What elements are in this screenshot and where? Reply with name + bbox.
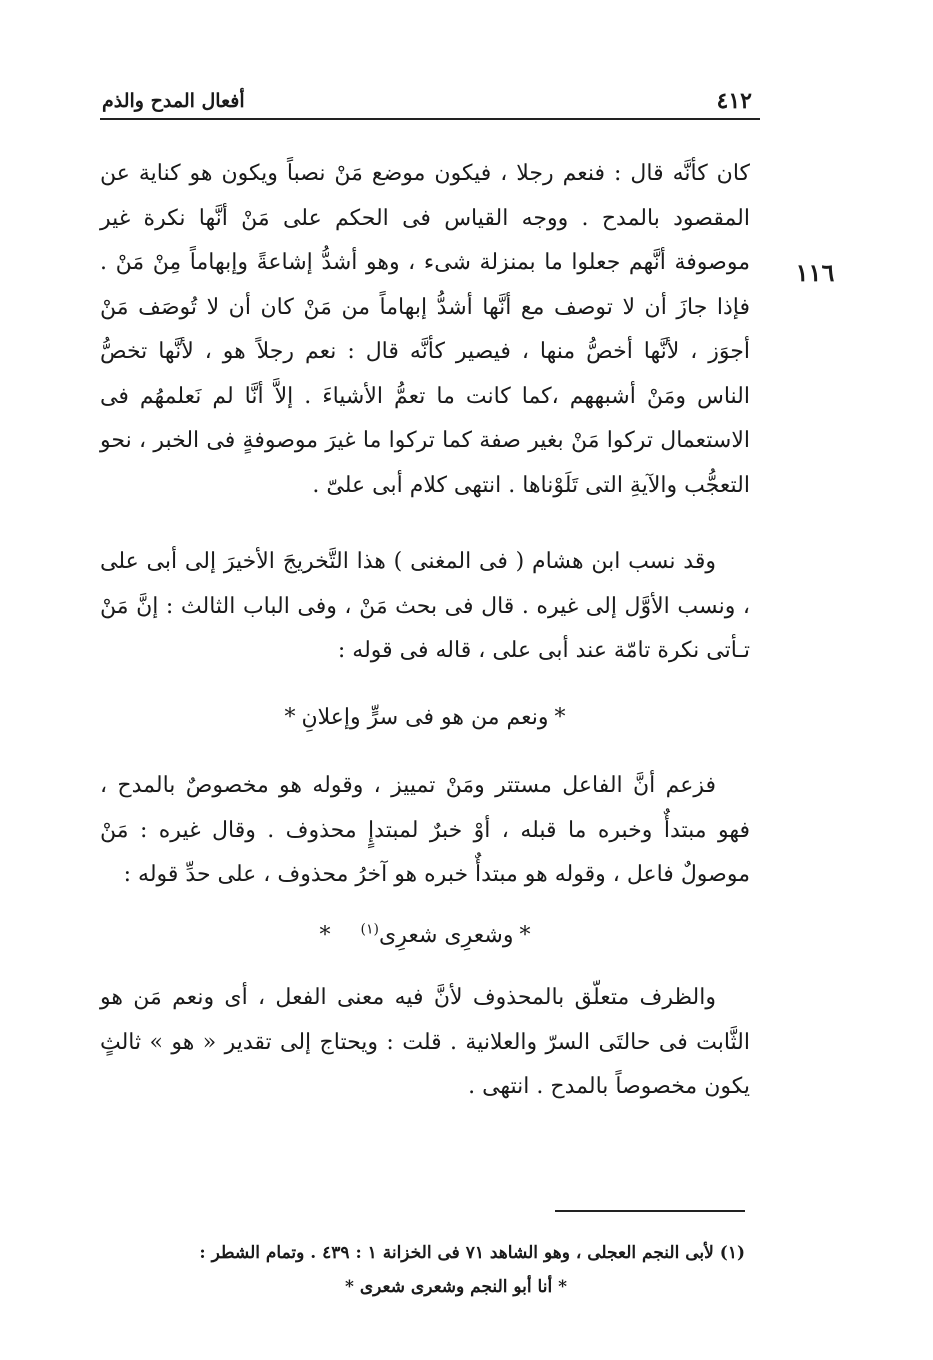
verse-second-text: وشعرِى شعرِى — [379, 922, 514, 948]
footnotes — [150, 1236, 745, 1304]
paragraph-2: وقد نسب ابن هشام ( فى المغنى ) هذا التَّخريجَ الأخيرَ إلى أبى على ، ونسب الأوَّل إلى غيره . قال فى بحث مَنْ ، وفى الباب الثالث : إنَّ مَنْ تـأتى نكرة تامّة عند أبى على ، قاله فى قوله : — [100, 549, 750, 663]
page-number: ٤١٢ — [716, 88, 752, 114]
footnote-divider — [555, 1210, 745, 1212]
verse-star-icon: * — [519, 922, 531, 948]
running-title: أفعال المدح والذم — [102, 90, 245, 112]
paragraph-4: والظرف متعلّق بالمحذوف لأنَّ فيه معنى الفعل ، أى ونعم مَن هو الثَّابت فى حالتَى السرّ والعلانية . قلت : ويحتاج إلى تقدير « هو » ثالثٍ يكون مخصوصاً بالمدح . انتهى . — [100, 985, 750, 1099]
paragraph-1: كان كأنَّه قال : فنعم رجلا ، فيكون موضع مَنْ نصباً ويكون هو كناية عن المقصود بالمدح . ووجه القياس فى الحكم على مَنْ أنَّها نكرة غير موصوفة أنَّهم جعلوا ما بمنزلة شىء ، وهو أشدُّ إشاعةً وإبهاماً مِنْ مَنْ . فإذا جازَ أن لا توصف مع أنَّها أشدُّ إبهاماً من مَنْ كان أن لا تُوصَف مَنْ أجوَز ، لأنَّها أخصُّ منها ، فيصير كأنَّه قال : نعم رجلاً هو ، لأنَّها تخصُّ الناس ومَنْ أشبههم ،كما كانت ما تعمُّ الأشياءَ . إلاَّ أنَّا لم نَعلمهُم فى الاستعمال تركوا مَنْ بغير صفة كما تركوا ما غيرَ موصوفةٍ فى الخبر ، نحو التعجُّب والآيةِ التى تَلَوْناها . انتهى كلام أبى علىّ . — [100, 161, 750, 498]
margin-number: ١١٦ — [795, 258, 835, 287]
page-header — [100, 86, 760, 120]
footnote-verse: * أنا أبو النجم وشعرى شعرى * — [345, 1277, 567, 1297]
footnote-marker: (١) — [360, 921, 380, 938]
verse-second — [100, 914, 750, 959]
verse-first-text: ونعم من هو فى سرٍّ وإعلانِ — [301, 704, 549, 730]
verse-star-icon: * — [554, 704, 566, 730]
footnote-1: (١) لأبى النجم العجلى ، وهو الشاهد ٧١ فى الخزانة ١ : ٤٣٩ . وتمام الشطر : — [199, 1243, 745, 1263]
main-text — [100, 152, 750, 1110]
verse-first — [100, 696, 750, 741]
verse-star-icon: * — [284, 704, 296, 730]
verse-star-icon: * — [319, 922, 331, 948]
paragraph-3: فزعم أنَّ الفاعل مستتر ومَنْ تمييز ، وقوله هو مخصوصٌ بالمدح ، فهو مبتدأٌ وخبره ما قبله ، أوْ خبرٌ لمبتدإٍ محذوف . وقال غيره : مَنْ موصولٌ فاعل ، وقوله هو مبتدأٌ خبره هو آخرُ محذوف ، على حدِّ قوله : — [100, 773, 750, 887]
